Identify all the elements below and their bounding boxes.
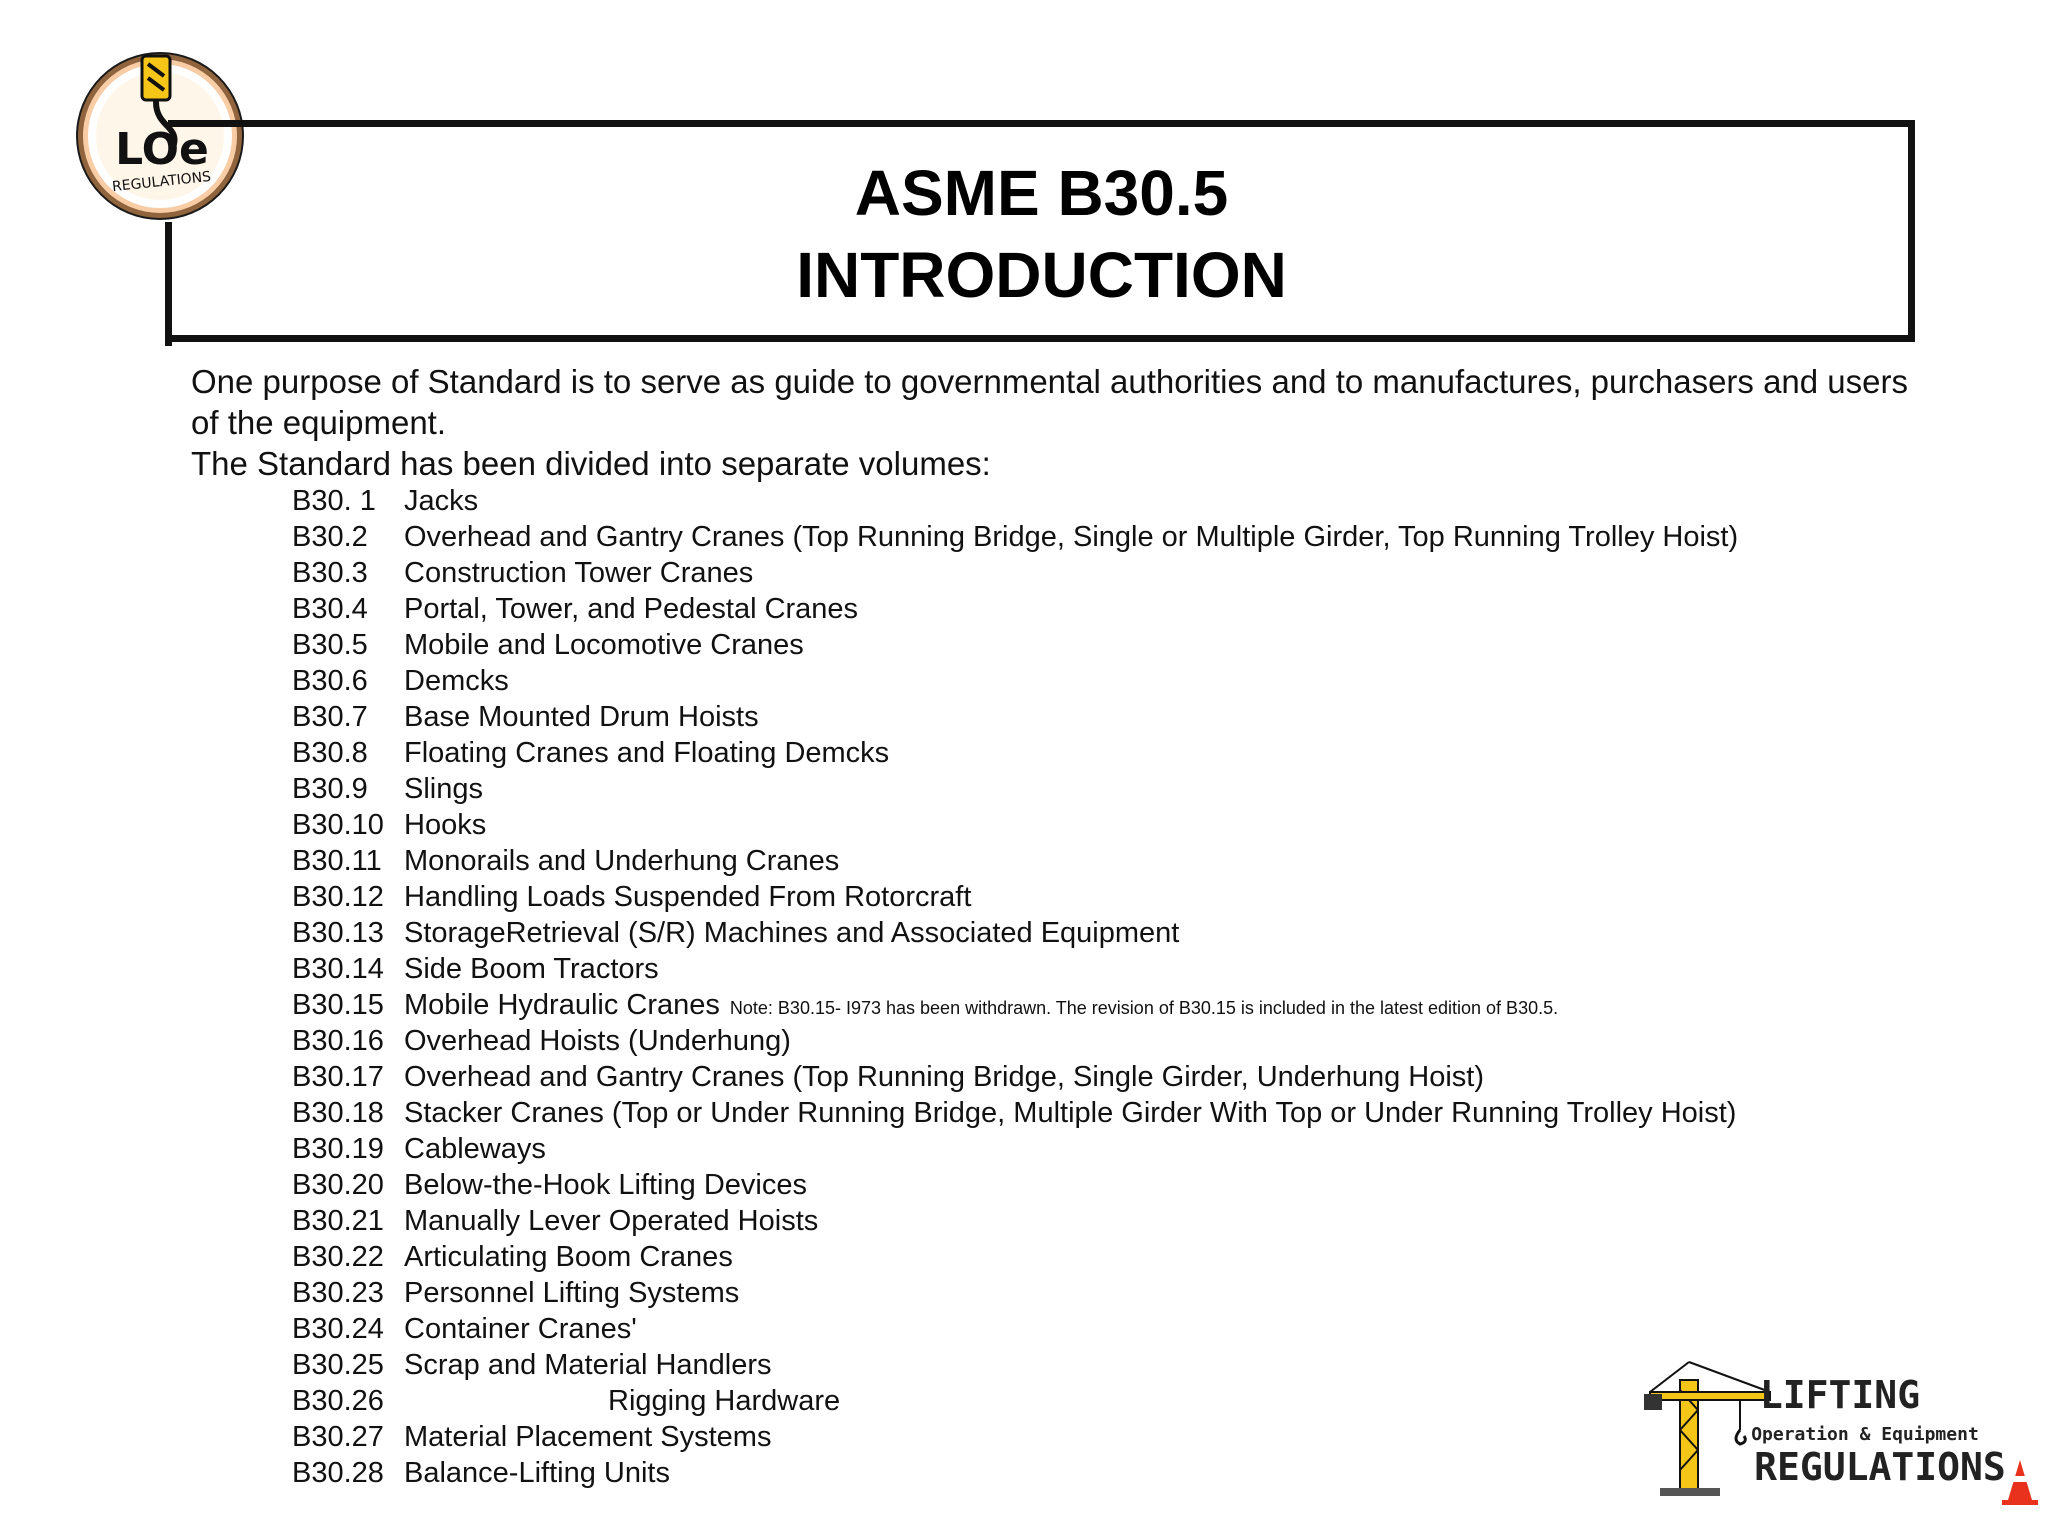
volume-row xyxy=(292,1131,1992,1167)
logo-main-text: LOe xyxy=(115,124,209,175)
lifting-logo-line2: Operation & Equipment xyxy=(1751,1424,1979,1445)
volume-title: Handling Loads Suspended From Rotorcraft xyxy=(404,881,972,913)
volume-row xyxy=(292,483,1992,519)
volume-row xyxy=(292,627,1992,663)
volume-title: Stacker Cranes (Top or Under Running Bridge, Multiple Girder With Top or Under Running Trolley Hoist) xyxy=(404,1097,1737,1129)
volume-code: B30.22 xyxy=(292,1241,384,1273)
volume-title: Personnel Lifting Systems xyxy=(404,1277,740,1309)
volume-title: Slings xyxy=(404,773,483,805)
volume-title: Mobile Hydraulic Cranes xyxy=(404,989,720,1021)
volume-row xyxy=(292,987,1992,1023)
lifting-logo-line3: REGULATIONS xyxy=(1754,1445,2006,1489)
logo-sub-text: REGULATIONS xyxy=(111,168,212,196)
volume-code: B30.24 xyxy=(292,1313,384,1345)
volume-code: B30.9 xyxy=(292,773,368,805)
volume-code: B30.3 xyxy=(292,557,368,589)
volume-row xyxy=(292,1203,1992,1239)
volume-title: Overhead and Gantry Cranes (Top Running Bridge, Single or Multiple Girder, Top Running Trolley Hoist) xyxy=(404,521,1739,553)
lifting-regulations-logo xyxy=(1640,1360,2040,1510)
volume-title: Hooks xyxy=(404,809,487,841)
volume-code: B30.13 xyxy=(292,917,384,949)
volume-title: Container Cranes' xyxy=(404,1313,637,1345)
volume-code: B30.21 xyxy=(292,1205,384,1237)
volume-row xyxy=(292,735,1992,771)
volume-code: B30.27 xyxy=(292,1421,384,1453)
volume-code: B30.19 xyxy=(292,1133,384,1165)
volume-code: B30.25 xyxy=(292,1349,384,1381)
volume-title: Material Placement Systems xyxy=(404,1421,772,1453)
volume-title: Overhead and Gantry Cranes (Top Running Bridge, Single Girder, Underhung Hoist) xyxy=(404,1061,1485,1093)
volume-code: B30. 1 xyxy=(292,485,376,517)
volume-title: Manually Lever Operated Hoists xyxy=(404,1205,819,1237)
lifting-logo-line1: LIFTING xyxy=(1759,1373,1921,1417)
volume-code: B30.28 xyxy=(292,1457,384,1489)
volume-code: B30.18 xyxy=(292,1097,384,1129)
volume-code: B30.10 xyxy=(292,809,384,841)
volume-code: B30.26 xyxy=(292,1385,384,1417)
volume-title: Portal, Tower, and Pedestal Cranes xyxy=(404,593,859,625)
volume-row xyxy=(292,555,1992,591)
volume-row xyxy=(292,1239,1992,1275)
volumes-lead-in: The Standard has been divided into separate volumes: xyxy=(191,445,991,482)
volume-code: B30.4 xyxy=(292,593,368,625)
volume-title: Scrap and Material Handlers xyxy=(404,1349,772,1381)
volume-title: Base Mounted Drum Hoists xyxy=(404,701,759,733)
volume-row xyxy=(292,699,1992,735)
volume-title: StorageRetrieval (S/R) Machines and Associated Equipment xyxy=(404,917,1180,949)
volume-title: Articulating Boom Cranes xyxy=(404,1241,733,1273)
volume-note: Note: B30.15- I973 has been withdrawn. The revision of B30.15 is included in the latest edition of B30.5. xyxy=(729,998,1559,1018)
volume-title: Overhead Hoists (Underhung) xyxy=(404,1025,791,1057)
volume-code: B30.8 xyxy=(292,737,368,769)
volume-code: B30.14 xyxy=(292,953,384,985)
volume-row xyxy=(292,915,1992,951)
volume-row xyxy=(292,1059,1992,1095)
volume-code: B30.11 xyxy=(292,845,382,877)
volume-title: Construction Tower Cranes xyxy=(404,557,754,589)
volume-code: B30.20 xyxy=(292,1169,384,1201)
volume-row xyxy=(292,663,1992,699)
intro-paragraph: One purpose of Standard is to serve as guide to governmental authorities and to manufactures, purchasers and users of the equipment. xyxy=(191,363,1908,441)
volume-title: Balance-Lifting Units xyxy=(404,1457,670,1489)
volume-title: Demcks xyxy=(404,665,509,697)
volume-row xyxy=(292,771,1992,807)
volume-row xyxy=(292,519,1992,555)
volume-title: Side Boom Tractors xyxy=(404,953,659,985)
volume-code: B30.5 xyxy=(292,629,368,661)
volume-title: Mobile and Locomotive Cranes xyxy=(404,629,804,661)
volume-title: Jacks xyxy=(404,485,479,517)
volume-row xyxy=(292,879,1992,915)
volume-row xyxy=(292,951,1992,987)
volume-title: Below-the-Hook Lifting Devices xyxy=(404,1169,807,1201)
volume-title: Rigging Hardware xyxy=(608,1385,841,1417)
volume-title: Cableways xyxy=(404,1133,546,1165)
volume-code: B30.23 xyxy=(292,1277,384,1309)
volume-row xyxy=(292,1311,1992,1347)
volume-code: B30.2 xyxy=(292,521,368,553)
volume-row xyxy=(292,843,1992,879)
slide-subtitle: INTRODUCTION xyxy=(796,239,1287,311)
volume-code: B30.15 xyxy=(292,989,384,1021)
volume-row xyxy=(292,1275,1992,1311)
traffic-cone-icon xyxy=(2002,1460,2038,1505)
volume-code: B30.7 xyxy=(292,701,368,733)
volume-title: Monorails and Underhung Cranes xyxy=(404,845,840,877)
volume-row xyxy=(292,591,1992,627)
volume-code: B30.17 xyxy=(292,1061,384,1093)
volume-title: Floating Cranes and Floating Demcks xyxy=(404,737,890,769)
volume-code: B30.12 xyxy=(292,881,384,913)
volume-row xyxy=(292,807,1992,843)
volume-code: B30.6 xyxy=(292,665,368,697)
volume-code: B30.16 xyxy=(292,1025,384,1057)
volume-row xyxy=(292,1023,1992,1059)
volume-row xyxy=(292,1095,1992,1131)
slide-title: ASME B30.5 xyxy=(854,157,1229,229)
volume-list xyxy=(292,483,1992,1491)
volume-row xyxy=(292,1167,1992,1203)
